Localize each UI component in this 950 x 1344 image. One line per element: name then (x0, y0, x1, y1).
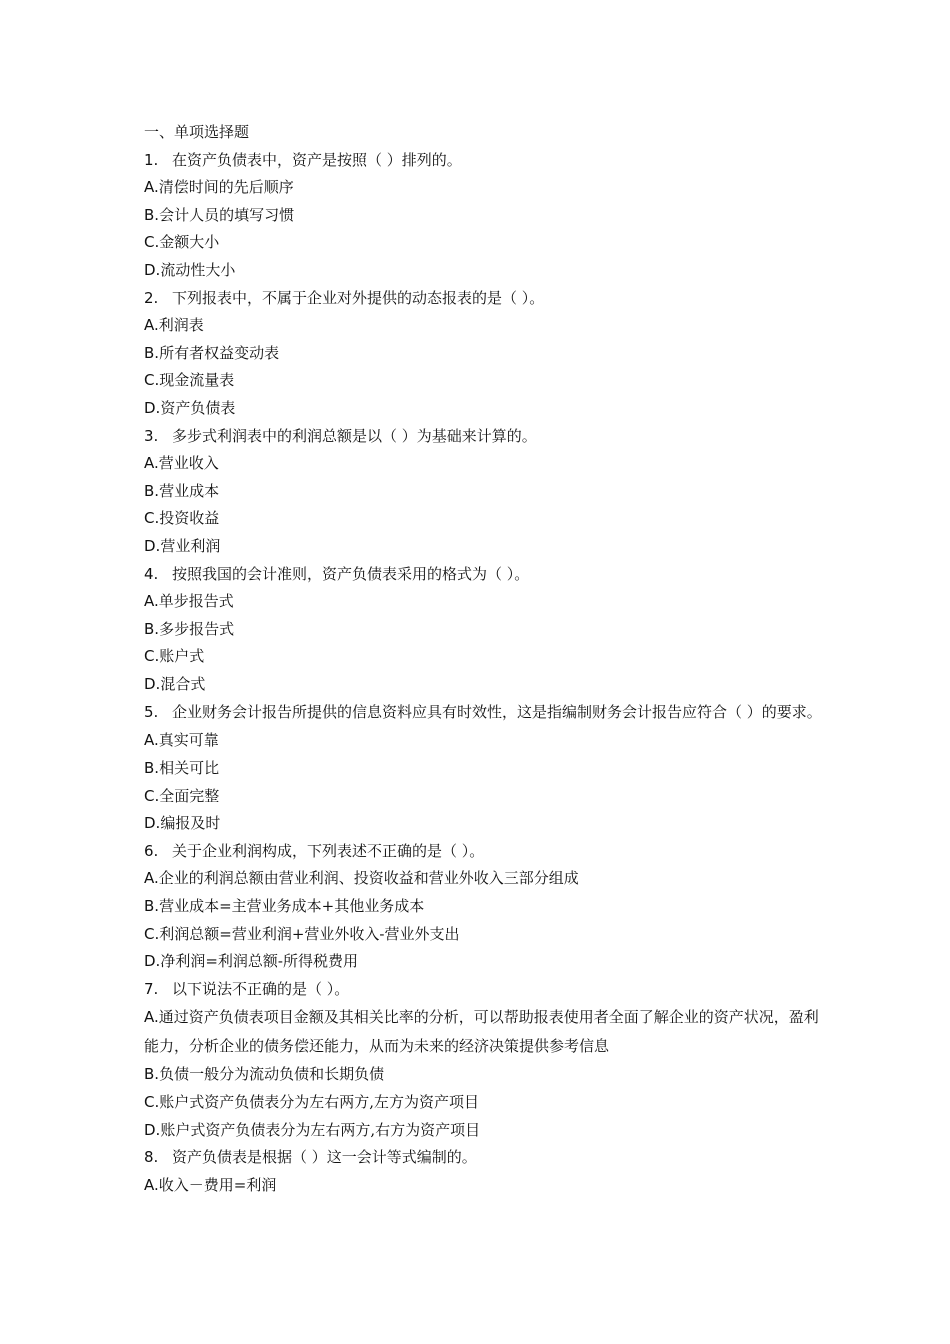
section-title: 一、单项选择题 (144, 123, 250, 141)
question-text: 按照我国的会计准则，资产负债表采用的格式为（ ）。 (172, 564, 530, 583)
option-letter: A. (144, 592, 159, 611)
option-text: 现金流量表 (159, 371, 235, 390)
option-1-d (144, 257, 824, 285)
option-letter: C. (144, 233, 160, 252)
option-8-a (144, 1172, 824, 1200)
option-letter: B. (144, 343, 160, 362)
option-4-c (144, 643, 824, 671)
option-letter: D. (144, 952, 161, 971)
option-text: 投资收益 (159, 509, 220, 528)
option-text: 营业收入 (158, 454, 219, 473)
option-letter: A. (144, 316, 159, 335)
option-text: 账户式 (159, 647, 205, 666)
question-number: 3. (144, 426, 159, 445)
question-text: 以下说法不正确的是（ ）。 (172, 979, 350, 998)
option-5-b (144, 755, 824, 783)
question-3 (144, 423, 824, 451)
question-number: 2. (144, 288, 159, 307)
question-1 (144, 147, 824, 175)
option-text: 清偿时间的先后顺序 (158, 178, 294, 197)
option-letter: D. (144, 1120, 161, 1139)
option-7-b (144, 1061, 824, 1089)
question-number: 8. (144, 1148, 159, 1167)
question-number: 6. (144, 841, 159, 860)
option-letter: C. (144, 1093, 160, 1111)
option-1-b (144, 202, 824, 230)
question-8 (144, 1144, 824, 1172)
option-text: 负债一般分为流动负债和长期负债 (159, 1065, 385, 1084)
option-6-a (144, 865, 824, 893)
option-letter: B. (144, 897, 160, 916)
option-letter: B. (144, 759, 160, 778)
question-number: 7. (144, 979, 159, 998)
question-number: 1. (144, 150, 159, 169)
option-text: 单步报告式 (158, 592, 234, 611)
option-text: 营业成本 (159, 481, 220, 500)
option-5-c (144, 783, 824, 811)
option-text: 相关可比 (159, 759, 220, 778)
option-text: 金额大小 (159, 233, 220, 252)
option-5-a (144, 727, 824, 755)
option-6-c (144, 921, 824, 949)
option-letter: D. (144, 536, 161, 555)
option-5-d (144, 810, 824, 838)
option-letter: A. (144, 178, 159, 197)
option-text: 多步报告式 (159, 619, 235, 638)
option-7-d (144, 1117, 824, 1145)
option-6-d (144, 948, 824, 976)
option-letter: C. (144, 371, 160, 390)
option-3-b (144, 478, 824, 506)
option-text: 企业的利润总额由营业利润、投资收益和营业外收入三部分组成 (158, 869, 579, 888)
option-letter: C. (144, 924, 160, 943)
option-text: 通过资产负债表项目金额及其相关比率的分析，可以帮助报表使用者全面了解企业的资产状况，盈利能力，分析企业的债务偿还能力，从而为未来的经济决策提供参考信息 (144, 1008, 819, 1056)
option-text: 编报及时 (160, 814, 221, 833)
option-1-a (144, 174, 824, 202)
option-letter: A. (144, 1008, 159, 1027)
question-6 (144, 838, 824, 866)
option-letter: D. (144, 260, 161, 279)
option-2-b (144, 340, 824, 368)
option-letter: A. (144, 1175, 159, 1194)
question-text: 下列报表中，不属于企业对外提供的动态报表的是（ ）。 (172, 288, 545, 307)
option-text: 账户式资产负债表分为左右两方,左方为资产项目 (159, 1093, 480, 1111)
option-2-d (144, 395, 824, 423)
question-number: 5. (144, 703, 159, 722)
option-text: 所有者权益变动表 (159, 343, 280, 362)
option-text: 净利润=利润总额-所得税费用 (160, 952, 358, 971)
option-1-c (144, 229, 824, 257)
option-7-c (144, 1089, 824, 1117)
option-letter: C. (144, 786, 160, 805)
option-4-b (144, 616, 824, 644)
option-letter: A. (144, 454, 159, 473)
question-text: 企业财务会计报告所提供的信息资料应具有时效性，这是指编制财务会计报告应符合（ ）的要求。 (172, 703, 822, 722)
question-number: 4. (144, 564, 159, 583)
question-text: 多步式利润表中的利润总额是以（ ）为基础来计算的。 (172, 426, 537, 445)
option-letter: C. (144, 647, 160, 666)
exam-content (144, 119, 824, 1199)
option-text: 混合式 (160, 674, 206, 693)
option-text: 账户式资产负债表分为左右两方,右方为资产项目 (160, 1120, 481, 1139)
option-letter: A. (144, 731, 159, 750)
option-3-c (144, 505, 824, 533)
option-letter: D. (144, 674, 161, 693)
option-3-a (144, 450, 824, 478)
option-letter: B. (144, 481, 160, 500)
option-text: 营业成本=主营业务成本+其他业务成本 (159, 897, 425, 916)
option-text: 资产负债表 (160, 398, 236, 417)
question-text: 关于企业利润构成，下列表述不正确的是（ ）。 (172, 841, 485, 860)
question-2 (144, 285, 824, 313)
option-letter: D. (144, 398, 161, 417)
option-text: 全面完整 (159, 786, 220, 805)
option-text: 会计人员的填写习惯 (159, 205, 295, 224)
option-letter: C. (144, 509, 160, 528)
option-4-a (144, 588, 824, 616)
question-list (144, 147, 824, 1200)
option-2-a (144, 312, 824, 340)
question-text: 在资产负债表中，资产是按照（ ）排列的。 (172, 150, 462, 169)
option-text: 利润总额=营业利润+营业外收入-营业外支出 (159, 924, 460, 943)
option-7-a (144, 1003, 824, 1061)
question-7 (144, 976, 824, 1004)
option-6-b (144, 893, 824, 921)
option-text: 收入－费用=利润 (158, 1175, 277, 1194)
option-letter: A. (144, 869, 159, 888)
option-letter: B. (144, 1065, 160, 1084)
option-2-c (144, 367, 824, 395)
option-letter: B. (144, 205, 160, 224)
option-letter: D. (144, 814, 161, 833)
option-text: 营业利润 (160, 536, 221, 555)
option-4-d (144, 671, 824, 699)
option-3-d (144, 533, 824, 561)
question-text: 资产负债表是根据（ ）这一会计等式编制的。 (172, 1148, 477, 1167)
option-letter: B. (144, 619, 160, 638)
option-text: 利润表 (158, 316, 204, 335)
option-text: 流动性大小 (160, 260, 236, 279)
question-5 (144, 698, 824, 727)
option-text: 真实可靠 (158, 731, 219, 750)
question-4 (144, 561, 824, 589)
